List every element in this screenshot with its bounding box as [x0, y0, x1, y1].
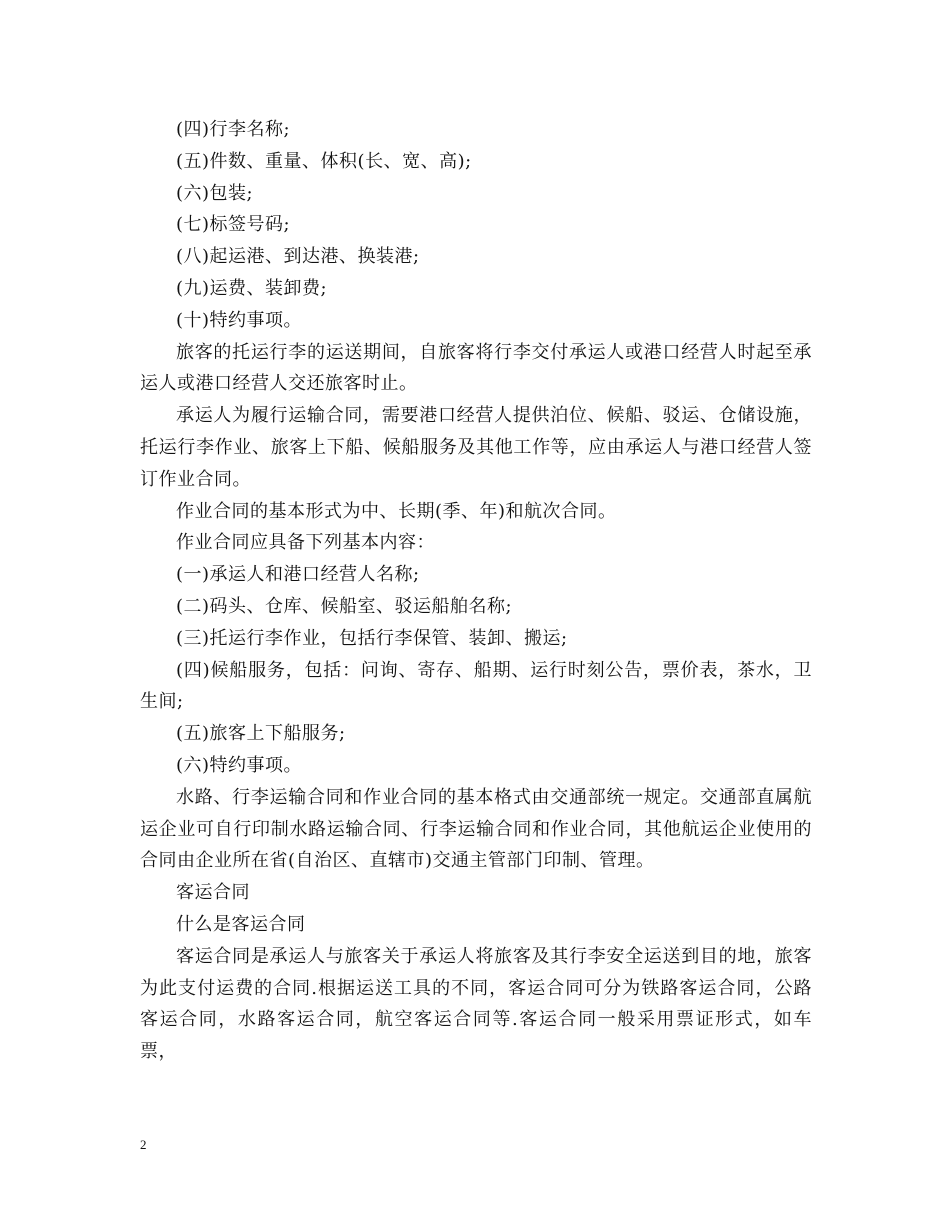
list-item: (四)候船服务，包括：问询、寄存、船期、运行时刻公告，票价表，茶水，卫生间; — [140, 659, 812, 713]
paragraph: 承运人为履行运输合同，需要港口经营人提供泊位、候船、驳运、仓储设施，托运行李作业、旅客上下船、候船服务及其他工作等，应由承运人与港口经营人签订作业合同。 — [140, 405, 812, 490]
document-body — [140, 114, 812, 1068]
paragraph: 水路、行李运输合同和作业合同的基本格式由交通部统一规定。交通部直属航运企业可自行印制水路运输合同、行李运输合同和作业合同，其他航运企业使用的合同由企业所在省(自治区、直辖市)交通主管部门印制、管理。 — [140, 786, 812, 872]
list-item: (六)包装; — [176, 182, 254, 204]
list-item: (十)特约事项。 — [176, 309, 303, 331]
list-item: (六)特约事项。 — [176, 754, 303, 776]
section-heading: 客运合同 — [176, 882, 250, 904]
list-item: (七)标签号码; — [176, 214, 291, 236]
list-item: (四)行李名称; — [176, 119, 291, 140]
section-heading: 什么是客运合同 — [176, 913, 306, 935]
paragraph: 旅客的托运行李的运送期间，自旅客将行李交付承运人或港口经营人时起至承运人或港口经营人交还旅客时止。 — [140, 341, 812, 395]
list-item: (五)件数、重量、体积(长、宽、高); — [176, 150, 472, 172]
list-item: (五)旅客上下船服务; — [176, 723, 346, 745]
page-number: 2 — [140, 1137, 147, 1152]
paragraph: 作业合同的基本形式为中、长期(季、年)和航次合同。 — [176, 500, 617, 522]
list-item: (八)起运港、到达港、换装港; — [176, 246, 420, 268]
list-item: (二)码头、仓库、候船室、驳运船舶名称; — [176, 595, 513, 617]
list-item: (九)运费、装卸费; — [176, 277, 328, 299]
list-item: (三)托运行李作业，包括行李保管、装卸、搬运; — [176, 627, 568, 649]
paragraph: 作业合同应具备下列基本内容： — [176, 532, 435, 554]
list-item: (一)承运人和港口经营人名称; — [176, 564, 420, 586]
paragraph: 客运合同是承运人与旅客关于承运人将旅客及其行李安全运送到目的地，旅客为此支付运费的合同.根据运送工具的不同，客运合同可分为铁路客运合同，公路客运合同，水路客运合同，航空客运合同等.客运合同一般采用票证形式，如车票， — [140, 945, 812, 1063]
